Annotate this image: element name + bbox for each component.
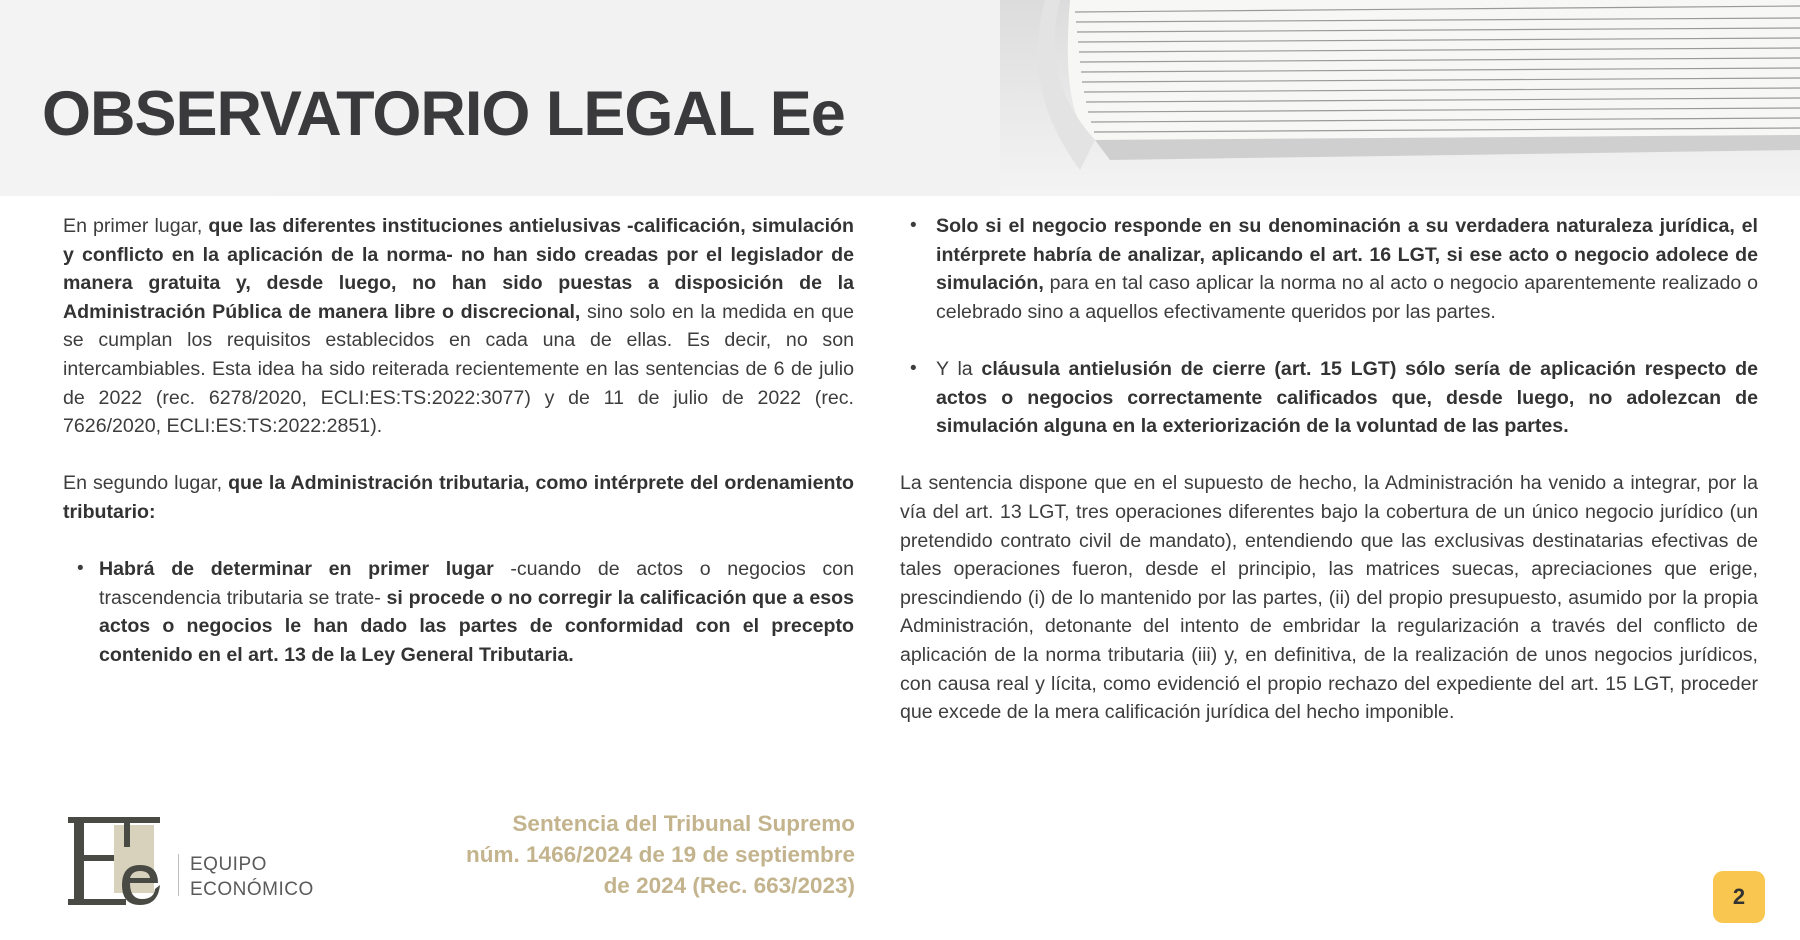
bold-text: cláusula antielusión de cierre (art. 15 LGT) sólo sería de aplicación respecto de actos o negocios correctamente calificados que, desde luego, no adolezcan de simulación alguna en la exteriorización de la voluntad de las partes. [936,357,1758,438]
bold-text: Solo si el negocio responde en su denominación a su verdadera naturaleza jurídica, el intérprete habría de analizar, aplicando el art. 16 LGT, si ese acto o negocio adolece de simulación, [936,215,1758,295]
paragraph-second-point [63,469,854,526]
header-banner [0,0,1800,196]
bullet-icon: • [910,215,917,236]
bold-text: Habrá de determinar en primer lugar [99,558,494,581]
paragraph-ruling-summary: La sentencia dispone que en el supuesto de hecho, la Administración ha venido a integrar, por la vía del art. 13 LGT, tres operaciones diferentes bajo la cobertura de un único negocio jurídico (un pretendido contrato civil de mandato), entendiendo que las exclusivas destinatarias efectivas de tales operaciones fueron, desde el principio, las matrices suecas, apreciaciones que erige, prescindiendo (i) de lo mantenido por las partes, (ii) del propio presupuesto, asumido por la propia Administración, detonante del intento de embridar la regularización a través del conflicto de aplicación de la norma tributaria (iii) y, en definitiva, de la realización de unos negocios jurídicos, con causa real y lícita, como evidenció el propio rechazo del expediente del art. 15 LGT, proceder que excede de la mera calificación jurídica del hecho imponible. [900,472,1758,724]
book-pages-image [1000,0,1800,196]
logo-line: ECONÓMICO [190,879,314,900]
page-title: OBSERVATORIO LEGAL Ee [42,79,845,149]
bold-text: si procede o no corregir la calificación que a esos actos o negocios le han dado las partes de conformidad con el precepto contenido en el art. 13 de la Ley General Tributaria. [99,586,854,666]
list-item [63,555,854,669]
citation-line: Sentencia del Tribunal Supremo [512,811,855,836]
right-column [900,212,1758,727]
logo-divider [178,854,179,896]
bullet-icon: • [910,357,917,379]
text: para en tal caso aplicar la norma no al acto o negocio aparentemente realizado o celebrado sino a aquellos efectivamente queridos por las partes. [936,272,1758,323]
paragraph-first-point [63,212,854,441]
equipo-economico-logo [62,815,172,907]
text: En segundo lugar, [63,472,229,495]
text: En primer lugar, [63,215,209,237]
page-number-badge: 2 [1713,871,1765,923]
bullet-list-left [63,555,854,669]
left-column [63,212,854,670]
list-item [900,212,1758,326]
logo-wordmark [190,852,314,902]
ruling-citation [375,808,855,901]
citation-line: núm. 1466/2024 de 19 de septiembre [466,842,855,867]
bold-text: que la Administración tributaria, como intérprete del ordenamiento tributario: [63,472,854,523]
logo-line: EQUIPO [190,854,267,875]
bold-text: que las diferentes instituciones antielusivas -calificación, simulación y conflicto en la aplicación de la norma- no han sido creadas por el legislador de manera gratuita y, desde luego, no han sido puestas a disposición de la Administración Pública de manera libre o discrecional, [63,215,854,323]
list-item [900,355,1758,441]
citation-line: de 2024 (Rec. 663/2023) [603,873,855,898]
bullet-icon: • [77,558,84,580]
text: Y la [936,357,982,380]
text: -cuando de actos o negocios con trascendencia tributaria se trate- [99,558,854,609]
text: sino solo en la medida en que se cumplan los requisitos establecidos en cada una de ellas. Es decir, no son intercambiables. Esta idea ha sido reiterada recientemente en las sentencias de 6 de julio de 2022 (rec. 6278/2020, ECLI:ES:TS:2022:3077) y de 11 de julio de 2022 (rec. 7626/2020, ECLI:ES:TS:2022:2851). [63,300,854,438]
bullet-list-right [900,212,1758,441]
